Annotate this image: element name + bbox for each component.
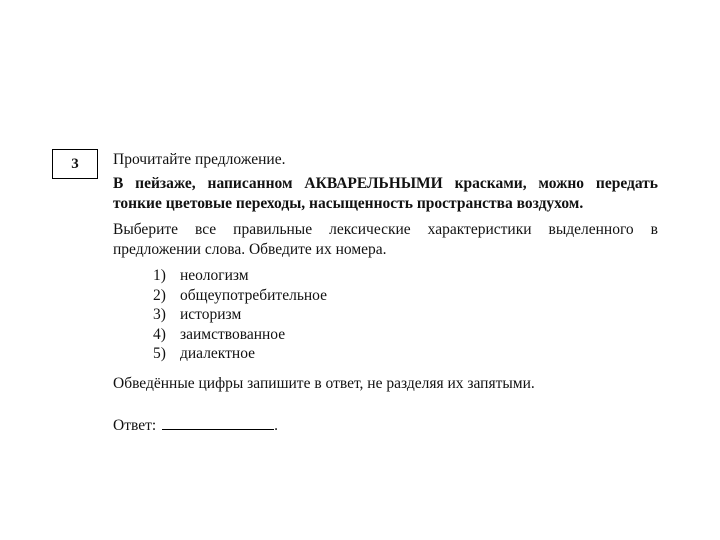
options-list bbox=[113, 266, 658, 364]
task-content bbox=[113, 150, 658, 436]
task-question: Выберите все правильные лексические характеристики выделенного в предложении слова. Обведите их номера. bbox=[113, 221, 658, 258]
answer-label: Ответ: bbox=[113, 416, 157, 434]
task-instruction: Прочитайте предложение. bbox=[113, 151, 286, 168]
answer-line bbox=[113, 414, 658, 436]
option-text: историзм bbox=[180, 306, 242, 323]
option-number: 3) bbox=[153, 306, 166, 323]
option-item[interactable] bbox=[153, 286, 658, 306]
option-number: 2) bbox=[153, 286, 166, 304]
task-number: 3 bbox=[71, 155, 79, 172]
option-item[interactable] bbox=[153, 305, 658, 325]
task-sentence: В пейзаже, написанном АКВАРЕЛЬНЫМИ красками, можно передать тонкие цветовые переходы, насыщенность пространства воздухом. bbox=[113, 175, 658, 212]
option-item[interactable] bbox=[153, 266, 658, 286]
option-text: диалектное bbox=[180, 345, 256, 362]
option-text: общеупотребительное bbox=[180, 286, 328, 304]
option-item[interactable] bbox=[153, 325, 658, 345]
task-number-box bbox=[52, 149, 98, 179]
answer-blank-field[interactable] bbox=[162, 414, 274, 430]
option-number: 5) bbox=[153, 345, 166, 362]
write-instruction: Обведённые цифры запишите в ответ, не разделяя их запятыми. bbox=[113, 374, 535, 392]
answer-end: . bbox=[274, 416, 279, 434]
option-text: неологизм bbox=[180, 267, 249, 284]
option-number: 4) bbox=[153, 325, 166, 343]
option-number: 1) bbox=[153, 267, 166, 284]
option-text: заимствованное bbox=[180, 325, 286, 343]
option-item[interactable] bbox=[153, 344, 658, 364]
